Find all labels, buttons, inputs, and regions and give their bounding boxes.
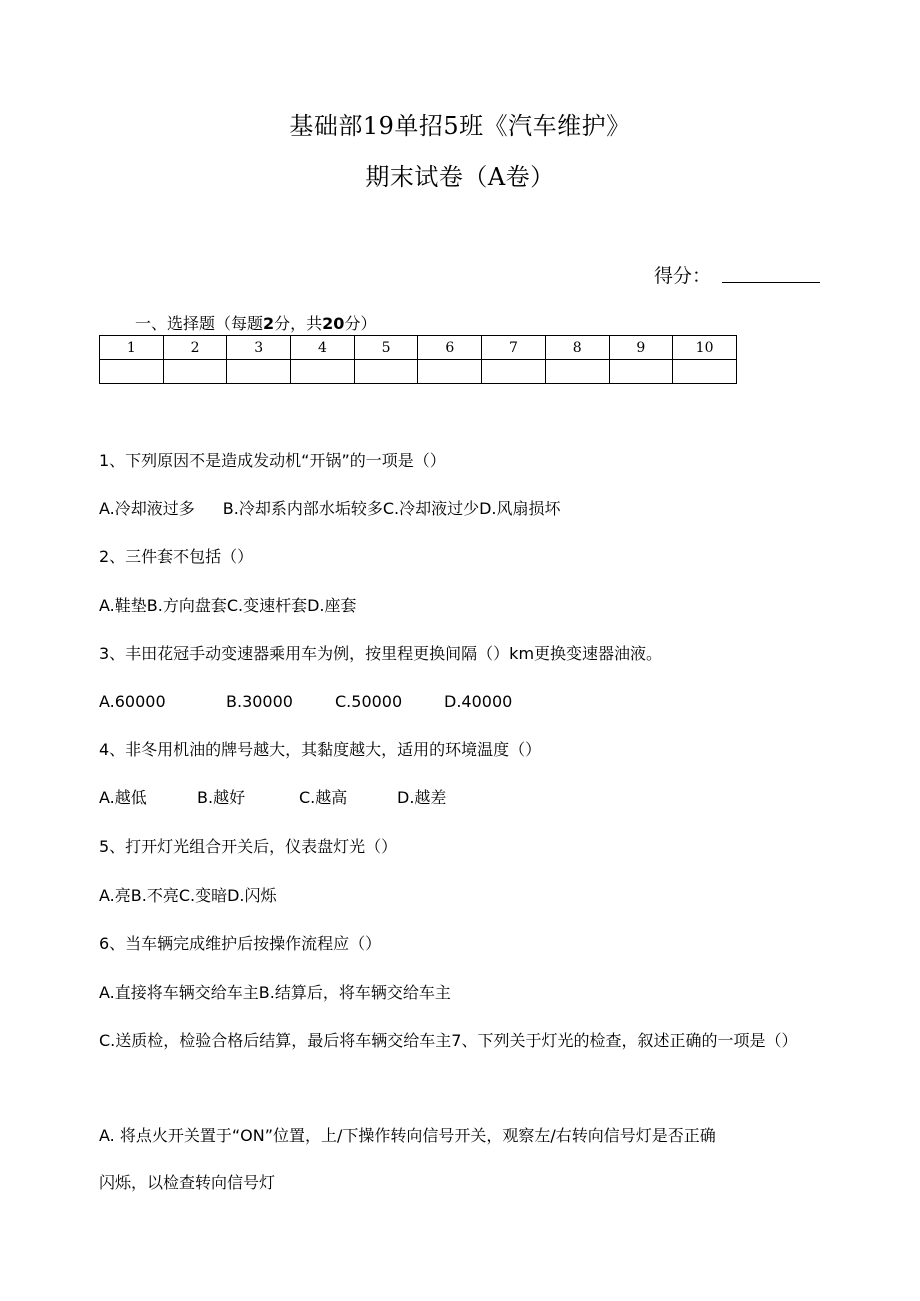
option: A.亮: [99, 886, 131, 905]
option: D.风扇损坏: [479, 499, 561, 518]
section-heading-mid: 分，共: [274, 314, 323, 333]
section-heading: [135, 311, 376, 334]
answer-col-header: 5: [354, 336, 418, 360]
answer-cell: [354, 360, 418, 384]
answer-table-answer-row: [100, 360, 737, 384]
answer-cell: [163, 360, 227, 384]
option: A.冷却液过多: [99, 499, 195, 518]
answer-cell: [673, 360, 737, 384]
answer-col-header: 8: [545, 336, 609, 360]
section-heading-suffix: 分）: [344, 314, 377, 333]
option-line-continued: 闪烁，以检查转向信号灯: [99, 1173, 276, 1192]
option: D.40000: [444, 692, 513, 711]
section-heading-prefix: 一、选择题（每题: [135, 314, 264, 333]
option: B.结算后，将车辆交给车主: [258, 983, 451, 1002]
question-stem: 5、打开灯光组合开关后，仪表盘灯光（）: [99, 837, 398, 856]
option: A.越低: [99, 788, 147, 807]
question-stem: 1、下列原因不是造成发动机“开锅”的一项是（）: [99, 451, 446, 470]
answer-col-header: 3: [227, 336, 291, 360]
score-label: 得分：: [654, 265, 712, 287]
answer-col-header: 4: [291, 336, 355, 360]
answer-col-header: 7: [482, 336, 546, 360]
answer-cell: [291, 360, 355, 384]
question-options: [99, 787, 446, 809]
option: D.越差: [397, 788, 447, 807]
answer-cell: [545, 360, 609, 384]
answer-cell: [609, 360, 673, 384]
answer-cell: [418, 360, 482, 384]
points-total: 20: [322, 314, 345, 333]
points-each: 2: [263, 314, 275, 333]
exam-subtitle: 期末试卷（A卷）: [365, 163, 555, 191]
option: A.鞋垫: [99, 596, 147, 615]
option: B.越好: [197, 788, 246, 807]
option: D.闪烁: [227, 886, 277, 905]
option-line: A. 将点火开关置于“ON”位置，上/下操作转向信号开关，观察左/右转向信号灯是否正确: [99, 1126, 716, 1145]
option: A.60000: [99, 692, 166, 711]
question-options: [99, 498, 561, 520]
option: B.30000: [226, 692, 293, 711]
option: B.方向盘套: [146, 596, 227, 615]
question-options: [99, 885, 277, 907]
option: A.直接将车辆交给车主: [99, 983, 259, 1002]
option: C.冷却液过少: [382, 499, 480, 518]
option: C.变暗: [178, 886, 228, 905]
answer-table-header-row: [100, 336, 737, 360]
question-stem: 2、三件套不包括（）: [99, 547, 254, 566]
answer-cell: [100, 360, 164, 384]
option: C.变速杆套: [226, 596, 308, 615]
answer-col-header: 1: [100, 336, 164, 360]
answer-cell: [482, 360, 546, 384]
answer-col-header: 9: [609, 336, 673, 360]
question-options: [99, 982, 451, 1004]
question-options: [99, 595, 357, 617]
option: B.冷却系内部水垢较多: [222, 499, 383, 518]
question-options: [99, 691, 512, 713]
option: C.50000: [335, 692, 403, 711]
answer-col-header: 10: [673, 336, 737, 360]
question-option-and-stem: C.送质检，检验合格后结算，最后将车辆交给车主7、下列关于灯光的检查，叙述正确的一项是（）: [99, 1031, 798, 1050]
exam-title: 基础部19单招5班《汽车维护》: [289, 112, 631, 140]
answer-cell: [227, 360, 291, 384]
answer-col-header: 2: [163, 336, 227, 360]
option: B.不亮: [130, 886, 179, 905]
question-stem: 3、丰田花冠手动变速器乘用车为例，按里程更换间隔（）km更换变速器油液。: [99, 644, 663, 663]
answer-col-header: 6: [418, 336, 482, 360]
option: D.座套: [307, 596, 357, 615]
question-stem: 4、非冬用机油的牌号越大，其黏度越大，适用的环境温度（）: [99, 740, 542, 759]
question-stem: 6、当车辆完成维护后按操作流程应（）: [99, 934, 382, 953]
option: C.越高: [299, 788, 348, 807]
score-blank: [722, 282, 820, 283]
answer-table: [99, 335, 737, 384]
